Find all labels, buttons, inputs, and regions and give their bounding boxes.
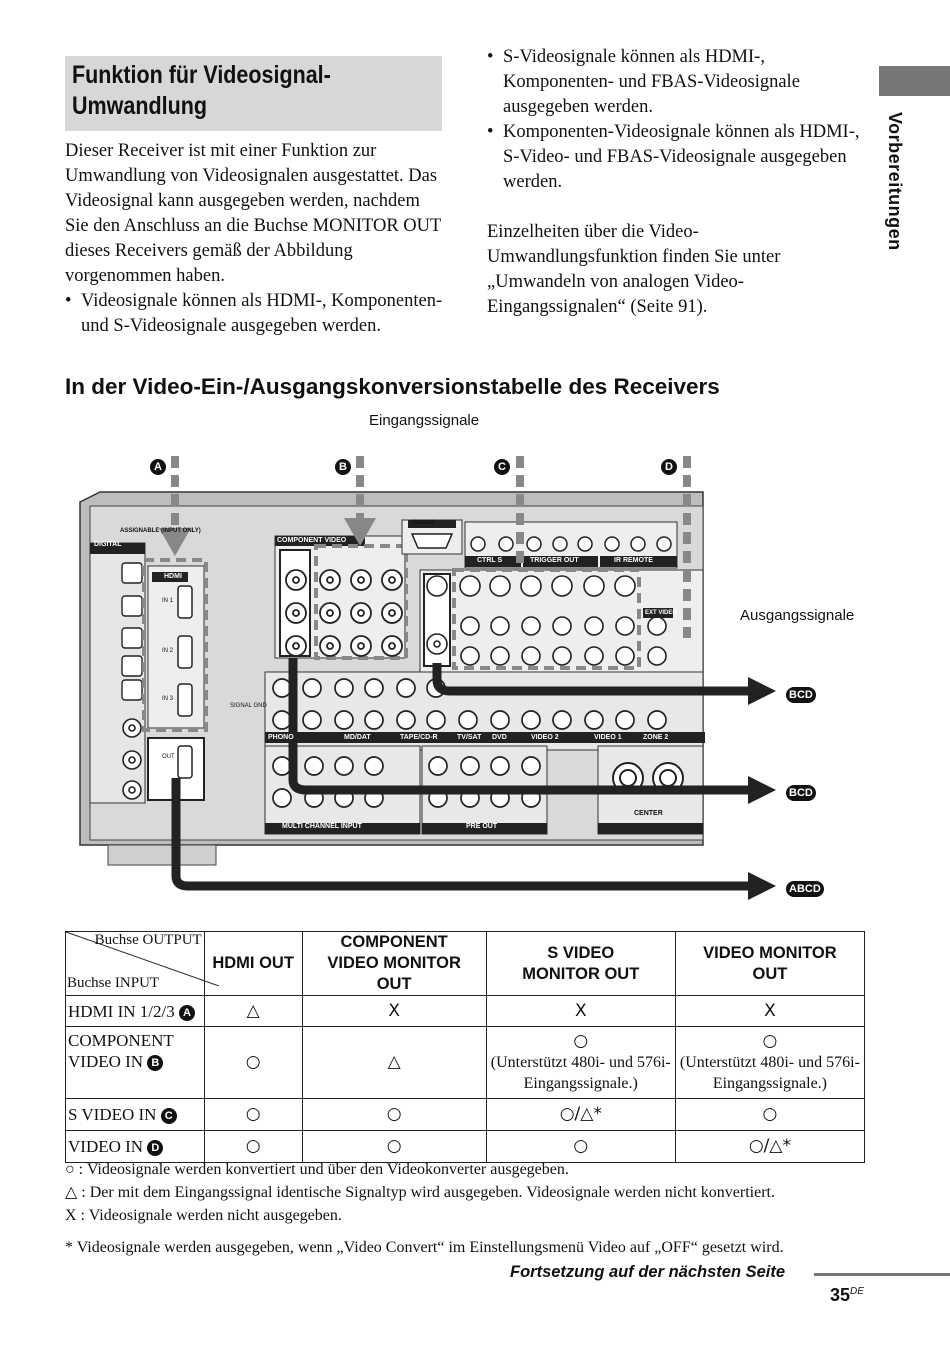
panel-label-center: CENTER [634, 810, 663, 817]
output-arrowheads [748, 677, 776, 900]
audio-jacks-row [265, 672, 705, 750]
input-signals-label: Eingangssignale [369, 412, 480, 429]
table-cell: ○ [675, 1099, 864, 1131]
table-cell: ○ [486, 1131, 675, 1163]
panel-label-multi-channel-input: MULTI CHANNEL INPUT [282, 823, 362, 830]
right-column [487, 45, 862, 320]
table-row [66, 996, 865, 1027]
input-marker-c: C [494, 458, 510, 476]
table-header-row [66, 932, 865, 996]
continued-note: Fortsetzung auf der nächsten Seite [510, 1263, 786, 1281]
optical-port [122, 563, 142, 700]
table-cell: ○ [302, 1099, 486, 1131]
corner-input-label: Buchse INPUT [67, 975, 160, 991]
page-number: 35DE [830, 1285, 864, 1305]
diagram-heading: In der Video-Ein-/Ausgangskonversionstabelle des Receivers [65, 374, 720, 399]
panel-label-hdmi: HDMI [164, 573, 182, 580]
bullet-component: • Komponenten-Videosignale können als HDMI-, S-Video- und FBAS-Videosignale ausgegeben werden. [487, 120, 862, 195]
table-cell: ○ [204, 1099, 302, 1131]
panel-label-rs232c: RS232C [413, 520, 436, 526]
side-tab-label: Vorbereitungen [885, 112, 905, 251]
legend-cross: X : Videosignale werden nicht ausgegeben. [65, 1207, 342, 1224]
bullet-hdmi-component-svideo: • Videosignale können als HDMI-, Komponenten- und S-Videosignale ausgegeben werden. [65, 289, 445, 339]
intro-paragraph: Dieser Receiver ist mit einer Funktion zur Umwandlung von Videosignalen ausgestattet. Das Videosignal kann ausgegeben werden, nachdem Sie den Anschluss an die Buchse MONITOR OUT dieses Receivers gemäß der Abbildung vorgenommen haben. [65, 141, 441, 286]
panel-label-phono: PHONO [268, 734, 294, 741]
panel-label-in3: IN 3 [162, 696, 174, 702]
panel-label-component-video: COMPONENT VIDEO [277, 537, 347, 544]
section-title-line2: Umwandlung [72, 92, 207, 120]
panel-label-dvd: DVD [492, 734, 507, 741]
panel-label-pre-out: PRE OUT [466, 823, 498, 830]
table-row [66, 1027, 865, 1099]
panel-label-hdmi-out: OUT [162, 754, 175, 760]
input-marker-d: D [661, 458, 677, 476]
table-cell: ○ (Unterstützt 480i- und 576i-Eingangssignale.) [675, 1027, 864, 1099]
legend [65, 1158, 784, 1259]
detail-paragraph: Einzelheiten über die Video-Umwandlungsfunktion finden Sie unter „Umwandeln von analogen Video-Eingangssignalen“ (Seite 91). [487, 222, 781, 317]
hdmi-section [144, 560, 206, 800]
table-cell: △ [204, 996, 302, 1027]
column-header-video-out: VIDEO MONITOR OUT [675, 932, 864, 996]
table-cell: ○ (Unterstützt 480i- und 576i-Eingangssignale.) [486, 1027, 675, 1099]
panel-label-zone2: ZONE 2 [643, 734, 669, 741]
receiver-rear-panel-diagram [60, 448, 880, 908]
section-title-line1: Funktion für Videosignal- [72, 61, 331, 89]
section-title [72, 60, 331, 122]
output-marker-svideo: BCD [786, 686, 816, 704]
panel-label-assignable: ASSIGNABLE (INPUT ONLY) [120, 528, 201, 534]
panel-label-video1: VIDEO 1 [594, 734, 622, 741]
conversion-table [65, 931, 865, 1163]
table-row [66, 1099, 865, 1131]
table-cell: ○ [302, 1131, 486, 1163]
table-cell: ○/△* [675, 1131, 864, 1163]
table-cell: X [302, 996, 486, 1027]
footnote: * Videosignale werden ausgegeben, wenn „Video Convert“ im Einstellungsmenü Video auf „OFF“ gesetzt wird. [65, 1239, 784, 1256]
table-cell: ○ [204, 1027, 302, 1099]
panel-label-trigger-out: TRIGGER OUT [530, 557, 579, 564]
panel-label-video2: VIDEO 2 [531, 734, 559, 741]
panel-label-in2: IN 2 [162, 648, 174, 654]
panel-label-in1: IN 1 [162, 598, 174, 604]
panel-label-signal-gnd: SIGNAL GND [230, 703, 267, 709]
legend-circle: ○ : Videosignale werden konvertiert und über den Videokonverter ausgegeben. [65, 1161, 569, 1178]
corner-output-label: Buchse OUTPUT [94, 932, 202, 948]
side-tab-bar [879, 66, 950, 96]
column-header-component-out: COMPONENT VIDEO MONITOR OUT [302, 932, 486, 996]
row-label-svideo-in: S VIDEO IN C [66, 1099, 205, 1131]
continued-rule [814, 1273, 950, 1276]
panel-label-tv-sat: TV/SAT [457, 734, 482, 741]
legend-triangle: △ : Der mit dem Eingangssignal identische Signaltyp wird ausgegeben. Videosignale werden nicht konvertiert. [65, 1184, 775, 1201]
panel-label-ctrl-s: CTRL S [477, 557, 503, 564]
row-label-hdmi-in: HDMI IN 1/2/3 A [66, 996, 205, 1027]
table-cell: ○ [204, 1131, 302, 1163]
table-cell: △ [302, 1027, 486, 1099]
table-corner-cell [66, 932, 205, 996]
panel-label-digital: DIGITAL [94, 541, 122, 548]
left-column [65, 139, 445, 339]
column-header-svideo-out: S VIDEO MONITOR OUT [486, 932, 675, 996]
panel-label-ext-video: EXT VIDEO [645, 610, 678, 616]
table-cell: ○/△* [486, 1099, 675, 1131]
panel-label-tape-cdr: TAPE/CD-R [400, 734, 438, 741]
svideo-video-section [420, 570, 703, 672]
row-label-video-in: VIDEO IN D [66, 1131, 205, 1163]
digital-input-section [90, 543, 145, 803]
input-marker-b: B [335, 458, 351, 476]
output-marker-hdmi: ABCD [786, 880, 824, 898]
row-label-component-in: COMPONENT VIDEO IN B [66, 1027, 205, 1099]
panel-label-ir-remote: IR REMOTE [614, 557, 653, 564]
output-marker-component: BCD [786, 784, 816, 802]
output-signals-label: Ausgangssignale [740, 607, 855, 624]
panel-label-md-dat: MD/DAT [344, 734, 371, 741]
component-video-section [275, 536, 406, 658]
column-header-hdmi-out: HDMI OUT [204, 932, 302, 996]
table-cell: X [675, 996, 864, 1027]
input-marker-a: A [150, 458, 166, 476]
bullet-svideo: • S-Videosignale können als HDMI-, Komponenten- und FBAS-Videosignale ausgegeben werden. [487, 45, 862, 120]
table-cell: X [486, 996, 675, 1027]
